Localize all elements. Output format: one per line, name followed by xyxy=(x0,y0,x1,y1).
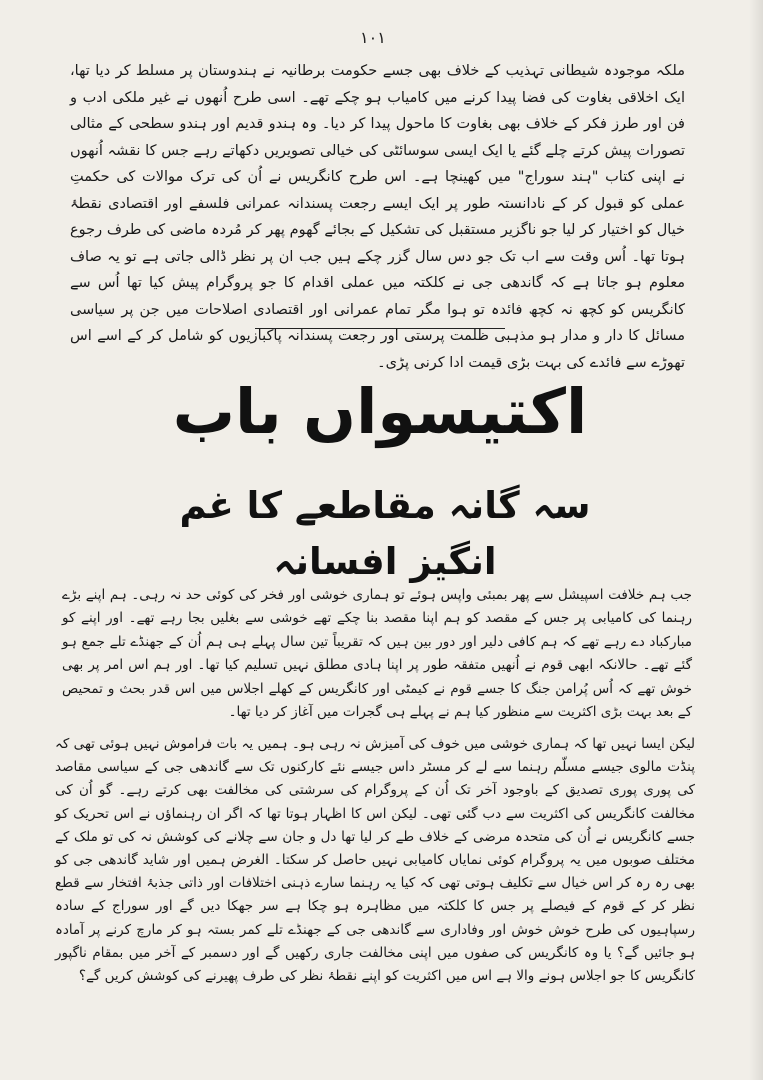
page-edge-shadow xyxy=(749,0,763,1080)
section-divider xyxy=(255,328,505,329)
chapter-second-paragraph: لیکن ایسا نہیں تھا کہ ہماری خوشی میں خوف کی آمیزش نہ رہی ہو۔ ہمیں یہ بات فراموش نہیں ہوئی تھی کہ پنڈت مالوی جیسے مسلّم رہنما سے لے کر مسٹر داس جیسے نئے کارکنوں تک سے گاندھی جی کے سیاسی مقاصد کی پوری پوری تصدیق کے باوجود آخر تک اُن کے پروگرام کی سرشتی کی مخالفت بھی کرتے رہے۔ گو اُن کی مخالفت کانگریس کی اکثریت سے دب گئی تھی۔ لیکن اس کا اظہار ہوتا تھا کہ اگر ان رہنماؤں نے اس تحریک کو جسے کانگریس نے اُن کی متحدہ مرضی کے خلاف طے کر لیا تھا دل و جان سے چلانے کی کوشش نہ کی تو ملک کے مختلف صوبوں میں یہ پروگرام کوئی نمایاں کامیابی نہیں حاصل کر سکتا۔ الغرض ہمیں اور شاید گاندھی جی کو بھی رہ رہ کر اس خیال سے تکلیف ہوتی تھی کہ کیا یہ رہنما سارے ذہنی اختلافات اور ذاتی جذبۂ افتخار سے قطع نظر کر کے قوم کے فیصلے پر جس کا کلکتہ میں مظاہرہ ہو چکا ہے سر جھکا دیں گے اور سوراج کے سادہ رسپاہیوں کی طرح خوش خوش اور وفاداری سے گاندھی جی کے جھنڈے تلے کمر بستہ ہو کر مارچ کرنے پر آمادہ ہو جائیں گے؟ یا وہ کانگریس کی صفوں میں اپنی مخالفت جاری رکھیں گے اور دسمبر کے آخر میں بمقام ناگپور کانگریس کا جو اجلاس ہونے والا ہے اس میں اکثریت کو اپنے نقطۂ نظر کی طرف پھیرنے کی کوشش کریں گے؟ xyxy=(55,736,695,985)
page-number: ١٠١ xyxy=(360,28,386,47)
chapter-first-paragraph: جب ہم خلافت اسپیشل سے پھر بمبئی واپس ہوئے تو ہماری خوشی اور فخر کی کوئی حد نہ رہی۔ ہم اپنے بڑے رہنما کی کامیابی پر جس کے مقصد کو ہم اپنا مقصد بنا چکے تھے خوشی سے بغلیں بجا رہے تھے۔ اور اپنے کو مبارکباد دے رہے تھے کہ ہم کافی دلیر اور دور بین ہیں کہ تقریباً تین سال پہلے ہی ہم اُن کے جھنڈے تلے جمع ہو گئے تھے۔ حالانکہ ابھی قوم نے اُنھیں متفقہ طور پر اپنا ہادی مطلق نہیں تسلیم کیا تھا۔ اور ہم اس امر پر بھی خوش تھے کہ اُس پُرامن جنگ کا جسے قوم نے کیمٹی اور کانگریس کے کھلے اجلاس میں اس قدر بحث و تمحیص کے بعد بہت بڑی اکثریت سے منظور کیا ہم نے پہلے ہی گجرات میں آغاز کر دیا تھا۔ xyxy=(62,587,692,721)
opening-paragraph: ملکہ موجودہ شیطانی تہذیب کے خلاف بھی جسے حکومت برطانیہ نے ہندوستان پر مسلط کر دیا تھا، ایک اخلاقی بغاوت کی فضا پیدا کرنے میں کامیاب ہو چکے تھے۔ اسی طرح اُنھوں نے غیر ملکی ادب و فن اور طرز فکر کے خلاف بھی بغاوت کا ماحول پیدا کر دیا۔ وہ ہندو قدیم اور ہندو سطحی کے مثالی تصورات پیش کرتے چلے گئے یا ایک ایسی سوسائٹی کی خیالی تصویریں دکھاتے رہے جس کا نقشہ اُنھوں نے اپنی کتاب "ہند سوراج" میں کھینچا ہے۔ اس طرح کانگریس نے اُن کی ترک موالات کی حکمتِ عملی کو قبول کر کے نادانستہ طور پر ایک ایسے رجعت پسندانہ عمرانی فلسفے اور اقتصادی نقطۂ خیال کو اختیار کر لیا جو ناگزیر مستقبل کی تشکیل کے بجائے گھوم پھر کر مُردہ ماضی کی طرف رجوع ہوتا تھا۔ اُس وقت سے اب تک جو دس سال گزر چکے ہیں جب ان پر نظر ڈالی جاتی ہے تو یہ صاف معلوم ہو جاتا ہے کہ گاندھی جی نے کلکتہ میں عملی اقدام کا جو پروگرام پیش کیا تھا اُس سے کانگریس کو کچھ نہ کچھ فائدہ تو ہوا مگر تمام عمرانی اور اقتصادی اصلاحات میں جن پر سیاسی مسائل کا دار و مدار ہو مذہبی ظلمت پرستی اور رجعت پسندانہ پاکبازیوں کو شامل کر کے اسے اس تھوڑے سے فائدے کی بہت بڑی قیمت ادا کرنی پڑی۔ xyxy=(70,63,685,371)
chapter-title: سہ گانہ مقاطعے کا غم انگیز افسانہ xyxy=(179,484,591,583)
chapter-heading: اکتیسواں باب xyxy=(172,375,588,448)
